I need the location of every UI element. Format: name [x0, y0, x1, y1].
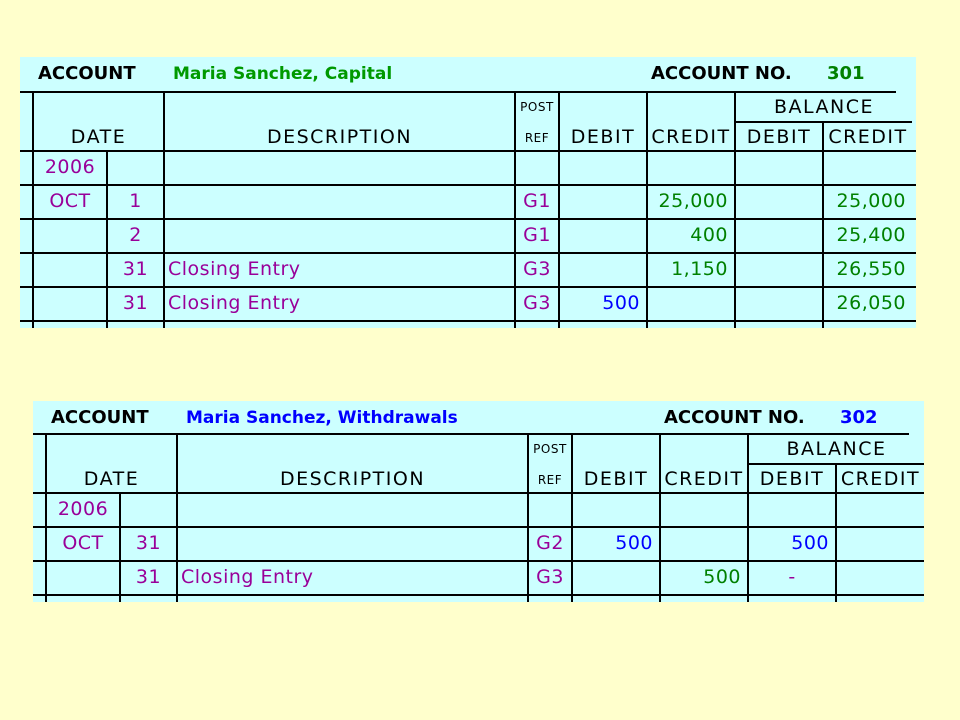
col-post: POST [520, 100, 554, 114]
credit-cell: 400 [690, 224, 728, 246]
month-cell: OCT [62, 532, 104, 554]
rule [33, 560, 924, 562]
col-debit: DEBIT [583, 468, 649, 490]
credit-cell: 25,000 [658, 190, 728, 212]
col-debit: DEBIT [570, 126, 636, 148]
col-description: DESCRIPTION [266, 126, 413, 148]
col-ref: REF [537, 473, 563, 487]
account-name: Maria Sanchez, Capital [173, 64, 393, 84]
ref-cell: G3 [523, 292, 551, 314]
account-number: 301 [827, 63, 865, 84]
balance-credit-cell: 25,000 [836, 190, 906, 212]
description-cell: Closing Entry [168, 258, 301, 280]
debit-cell: 500 [602, 292, 640, 314]
rule [20, 91, 896, 93]
col-credit: CREDIT [664, 468, 744, 490]
account-no-label: ACCOUNT NO. [664, 407, 805, 428]
rule [20, 320, 916, 322]
account-label: ACCOUNT [38, 63, 136, 84]
balance-credit-cell: 25,400 [836, 224, 906, 246]
col-balance: BALANCE [786, 438, 887, 460]
balance-credit-cell: 26,550 [836, 258, 906, 280]
rule [176, 435, 178, 602]
account-name: Maria Sanchez, Withdrawals [186, 408, 458, 428]
balance-credit-cell: 26,050 [836, 292, 906, 314]
ref-cell: G1 [523, 224, 551, 246]
rule [571, 435, 573, 602]
rule [20, 252, 916, 254]
account-number: 302 [840, 407, 878, 428]
col-credit: CREDIT [651, 126, 731, 148]
day-cell: 31 [135, 532, 162, 554]
description-cell: Closing Entry [168, 292, 301, 314]
col-date: DATE [83, 468, 140, 490]
rule [20, 150, 916, 152]
rule [20, 218, 916, 220]
col-balance-debit: DEBIT [746, 126, 812, 148]
ledger-header [33, 401, 924, 435]
year-cell: 2006 [57, 498, 109, 520]
rule [33, 594, 924, 596]
account-no-label: ACCOUNT NO. [651, 63, 792, 84]
ledger-header [20, 57, 916, 91]
month-cell: OCT [49, 190, 91, 212]
col-balance-credit: CREDIT [840, 468, 921, 490]
rule [20, 286, 916, 288]
day-cell: 31 [135, 566, 162, 588]
rule [736, 121, 912, 123]
ledger-capital [20, 57, 916, 328]
col-balance-debit: DEBIT [759, 468, 825, 490]
day-cell: 2 [129, 224, 142, 246]
ref-cell: G1 [523, 190, 551, 212]
day-cell: 1 [129, 190, 142, 212]
col-balance-credit: CREDIT [828, 126, 908, 148]
col-date: DATE [70, 126, 127, 148]
col-ref: REF [524, 131, 550, 145]
balance-debit-cell: 500 [791, 532, 829, 554]
ledger-withdrawals [33, 401, 924, 602]
account-label: ACCOUNT [51, 407, 149, 428]
col-balance: BALANCE [773, 96, 875, 118]
rule [33, 526, 924, 528]
rule [33, 492, 924, 494]
ref-cell: G2 [536, 532, 564, 554]
rule [20, 184, 916, 186]
rule [33, 433, 909, 435]
day-cell: 31 [122, 292, 149, 314]
ref-cell: G3 [536, 566, 564, 588]
year-cell: 2006 [44, 156, 96, 178]
col-description: DESCRIPTION [279, 468, 426, 490]
credit-cell: 1,150 [671, 258, 728, 280]
description-cell: Closing Entry [181, 566, 314, 588]
ref-cell: G3 [523, 258, 551, 280]
debit-cell: 500 [615, 532, 653, 554]
balance-debit-cell: - [788, 566, 796, 588]
day-cell: 31 [122, 258, 149, 280]
col-post: POST [533, 442, 567, 456]
credit-cell: 500 [703, 566, 741, 588]
